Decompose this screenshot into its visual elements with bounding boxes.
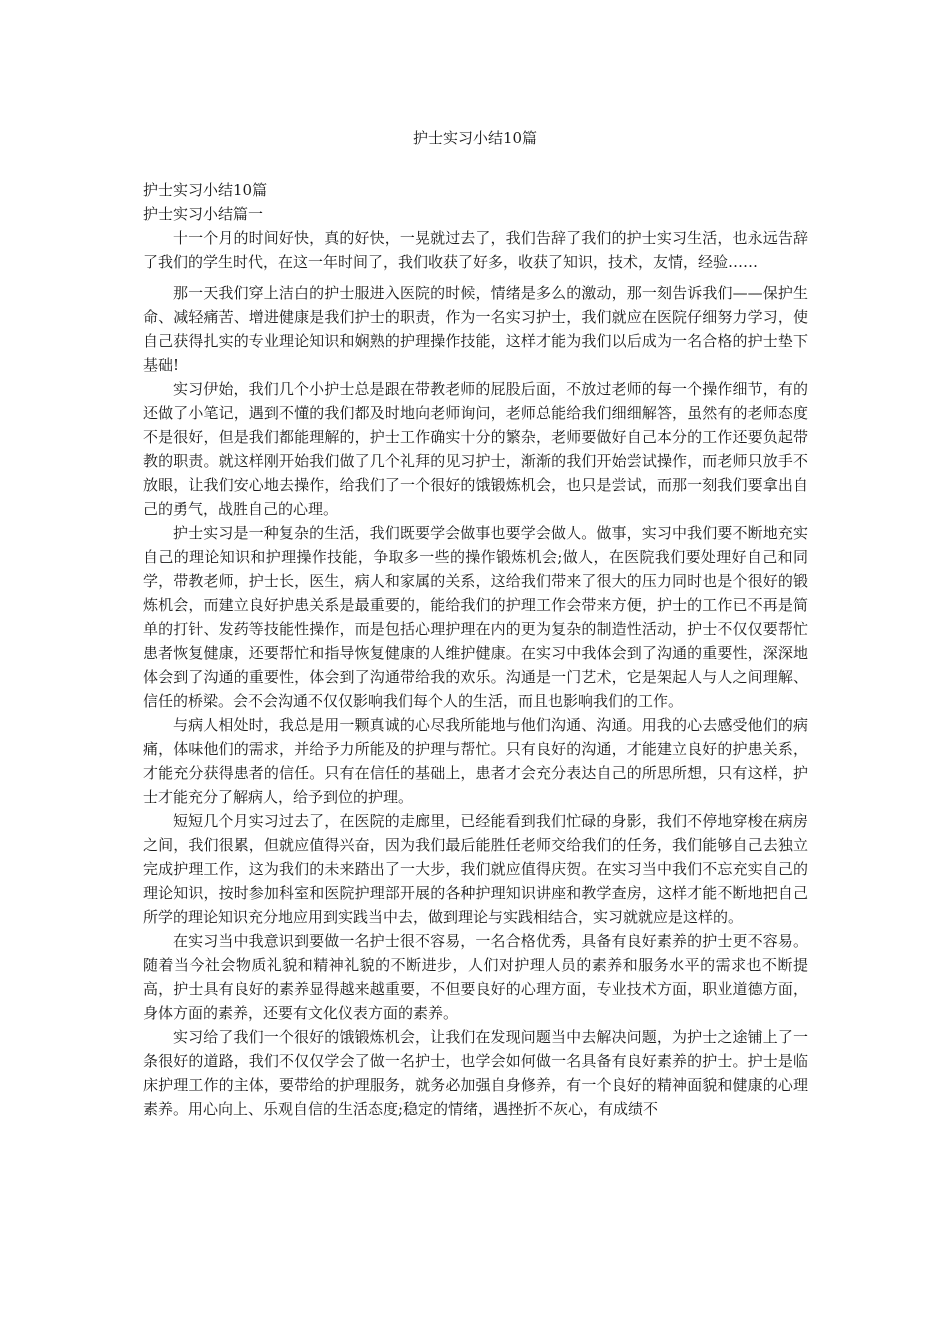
paragraph: 短短几个月实习过去了，在医院的走廊里，已经能看到我们忙碌的身影，我们不停地穿梭在病房之间，我们很累，但就应值得兴奋，因为我们最后能胜任老师交给我们的任务，我们能够自己去独立完成护理工作，这为我们的未来踏出了一大步，我们就应值得庆贺。在实习当中我们不忘充实自己的理论知识，按时参加科室和医院护理部开展的各种护理知识讲座和教学查房，这样才能不断地把自己所学的理论知识充分地应用到实践当中去，做到理论与实践相结合，实习就就应是这样的。 xyxy=(143,812,808,926)
paragraph: 那一天我们穿上洁白的护士服进入医院的时候，情绪是多么的激动，那一刻告诉我们——保护生命、减轻痛苦、增进健康是我们护士的职责，作为一名实习护士，我们就应在医院仔细努力学习，使自己获得扎实的专业理论知识和娴熟的护理操作技能，这样才能为我们以后成为一名合格的护士垫下基础! xyxy=(143,284,808,374)
paragraph: 护士实习是一种复杂的生活，我们既要学会做事也要学会做人。做事，实习中我们要不断地充实自己的理论知识和护理操作技能，争取多一些的操作锻炼机会;做人，在医院我们要处理好自己和同学，带教老师，护士长，医生，病人和家属的关系，这给我们带来了很大的压力同时也是个很好的锻炼机会，而建立良好护患关系是最重要的，能给我们的护理工作会带来方便，护士的工作已不再是简单的打针、发药等技能性操作，而是包括心理护理在内的更为复杂的制造性活动，护士不仅仅要帮忙患者恢复健康，还要帮忙和指导恢复健康的人维护健康。在实习中我体会到了沟通的重要性，深深地体会到了沟通的重要性，体会到了沟通带给我的欢乐。沟通是一门艺术，它是架起人与人之间理解、信任的桥梁。会不会沟通不仅仅影响我们每个人的生活，而且也影响我们的工作。 xyxy=(143,524,808,710)
document-body xyxy=(143,178,808,1121)
paragraph: 在实习当中我意识到要做一名护士很不容易，一名合格优秀，具备有良好素养的护士更不容易。随着当今社会物质礼貌和精神礼貌的不断进步，人们对护理人员的素养和服务水平的需求也不断提高，护士具有良好的素养显得越来越重要，不但要良好的心理方面，专业技术方面，职业道德方面，身体方面的素养，还要有文化仪表方面的素养。 xyxy=(143,932,808,1022)
heading: 护士实习小结10篇 xyxy=(143,181,268,199)
paragraph: 实习伊始，我们几个小护士总是跟在带教老师的屁股后面，不放过老师的每一个操作细节，有的还做了小笔记，遇到不懂的我们都及时地向老师询问，老师总能给我们细细解答，虽然有的老师态度不是很好，但是我们都能理解的，护士工作确实十分的繁杂，老师要做好自己本分的工作还要负起带教的职责。就这样刚开始我们做了几个礼拜的见习护士，渐渐的我们开始尝试操作，而老师只放手不放眼，让我们安心地去操作，给我们了一个很好的饿锻炼机会，也只是尝试，而那一刻我们要拿出自己的勇气，战胜自己的心理。 xyxy=(143,380,808,518)
document-title: 护士实习小结10篇 xyxy=(412,129,538,147)
paragraph: 与病人相处时，我总是用一颗真诚的心尽我所能地与他们沟通、沟通。用我的心去感受他们的病痛，体味他们的需求，并给予力所能及的护理与帮忙。只有良好的沟通，才能建立良好的护患关系，才能充分获得患者的信任。只有在信任的基础上，患者才会充分表达自己的所思所想，只有这样，护士才能充分了解病人，给予到位的护理。 xyxy=(143,716,808,806)
paragraph: 十一个月的时间好快，真的好快，一晃就过去了，我们告辞了我们的护士实习生活，也永远告辞了我们的学生时代，在这一年时间了，我们收获了好多，收获了知识，技术，友情，经验…… xyxy=(143,229,808,271)
paragraph: 实习给了我们一个很好的饿锻炼机会，让我们在发现问题当中去解决问题，为护士之途铺上了一条很好的道路，我们不仅仅学会了做一名护士，也学会如何做一名具备有良好素养的护士。护士是临床护理工作的主体，要带给的护理服务，就务必加强自身修养，有一个良好的精神面貌和健康的心理素养。用心向上、乐观自信的生活态度;稳定的情绪，遇挫折不灰心，有成绩不 xyxy=(143,1028,808,1118)
subheading: 护士实习小结篇一 xyxy=(143,205,264,223)
